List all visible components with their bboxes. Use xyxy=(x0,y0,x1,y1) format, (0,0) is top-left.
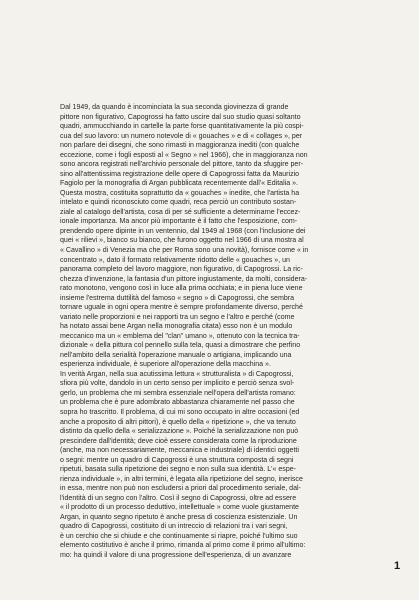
text-line: Dal 1949, da quando è incominciata la sua seconda giovinezza di grande xyxy=(60,104,289,111)
text-line: è un cerchio che si chiude e che continuamente si riapre, poiché l'ultimo suo xyxy=(60,532,298,540)
text-line: rienza individuale », in altri termini, è legata alla ripetizione del segno, inerisce xyxy=(60,475,303,483)
text-line: intelato e quindi riconosciuto come quadri, reca perciò un contributo sostan- xyxy=(60,199,297,207)
text-line: o segni: mentre un quadro di Capogrossi è una struttura composta di segni xyxy=(60,456,294,464)
text-line: Fagiolo per la monografia di Argan pubblicata recentemente dall'« Editalia ». xyxy=(60,180,298,188)
text-line: gerlo, un problema che mi sembra essenziale nell'opera dell'artista romano: xyxy=(60,389,296,397)
text-line: ziale al catalogo dell'artista, cosa di per sé sufficiente a determinarne l'eccez- xyxy=(60,208,301,216)
text-line: non parlare dei disegni, che sono rimasti in maggioranza inediti (con qualche xyxy=(60,142,300,150)
text-line: dizionale « della pittura col pennello sulla tela, quasi a dimostrare che perfino xyxy=(60,342,301,350)
text-line: panorama completo del lavoro maggiore, non figurativo, di Capogrossi. La ric- xyxy=(60,266,303,274)
text-line: sino all'attentissima registrazione delle opere di Capogrossi fatta da Maurizio xyxy=(60,170,300,178)
text-line: ripetuti, basata sulla ripetizione dei segno e non sulla sua identità. L'« espe- xyxy=(60,466,297,474)
text-line: sono ancora registrati nell'archivio personale del pittore, tanto da sfuggire per- xyxy=(60,161,304,169)
text-line: chezza d'invenzione, la fantasia d'un pittore ingiustamente, da molti, considera- xyxy=(60,275,308,283)
text-line: variato nelle proporzioni e nei rapporti tra un segno e l'altro e perché (come xyxy=(60,313,295,321)
text-line: quadri, ammucchiando in cartelle la parte forse quantitativamente la più cospi- xyxy=(60,123,304,131)
text-line: « Cavallino » di Venezia ma che per Roma sono una novità), fornisce come « in xyxy=(60,246,309,254)
text-line: (anche, ma non necessariamente, meccanica e industriale) di identici oggetti xyxy=(60,447,299,455)
text-line: rato monotono, vengono così in luce alla prima occhiata; e in piena luce viene xyxy=(60,285,303,293)
text-line: prendendo opere dipinte in un ventennio, dal 1949 al 1968 (con l'inclusione dei xyxy=(60,227,306,235)
text-line: in essa, mentre non può non escludersi a priori dal procedimento seriale, dal- xyxy=(60,485,301,493)
text-line: quadro di Capogrossi, costituito di un intreccio di relazioni tra i vari segni, xyxy=(60,523,288,531)
text-line: In verità Argan, nella sua acutissima lettura « strutturalista » di Capogrossi, xyxy=(60,370,294,378)
page-number: 1 xyxy=(394,560,401,572)
text-line: sfiora più volte, dandolo in un certo senso per implicito e perciò senza svol- xyxy=(60,380,295,388)
text-line: « il prodotto di un processo deduttivo, intellettuale » come vuole giustamente xyxy=(60,504,299,512)
text-line: pittore non figurativo, Capogrossi ha fatto uscire dal suo studio quasi soltanto xyxy=(60,113,301,121)
text-line: meccanico ma un « emblema del "clan" umano », ottenuto con la tecnica tra- xyxy=(60,332,300,340)
text-line: l'identità di un segno con l'altro. Così il segno di Capogrossi, oltre ad essere xyxy=(60,494,297,502)
text-line: esperienza individuale, è superiore all'operazione della macchina ». xyxy=(60,361,271,369)
text-line: elemento costitutivo è anche il primo, rimanda al primo come il primo all'ultimo: xyxy=(60,542,306,550)
text-line: sopra ho trascritto. Il problema, di cui mi sono occupato in altre occasioni (ed xyxy=(60,409,300,416)
text-line: prescindere dall'identità; deve cioè essere considerata come la riproduzione xyxy=(60,437,297,445)
text-line: cua del suo lavoro: un numero notevole di « gouaches » e di « collages », per xyxy=(60,132,303,140)
text-line: un problema che è pure adombrato abbastanza chiaramente nel passo che xyxy=(60,399,295,407)
essay-body-text xyxy=(60,103,370,561)
text-line: insieme l'estrema duttilità del famoso « segno » di Capogrossi, che sembra xyxy=(60,294,295,302)
text-line: eccezione, come i fogli esposti al « Segno » nel 1966), che in maggioranza non xyxy=(60,151,308,159)
text-line: tornare uguale in ogni opera mentre è sempre profondamente diverso, perché xyxy=(60,304,303,312)
text-line: ha notato assai bene Argan nella monografia citata) esso non è un modulo xyxy=(60,323,293,331)
text-line: anche a proposito di altri pittori), è quello della « ripetizione », che va tenuto xyxy=(60,418,296,426)
text-line: distinto da quello della « serializzazione ». Poiché la serializzazione non può xyxy=(60,428,299,436)
text-line: ionale importanza. Ma ancor più importante è il fatto che l'esposizione, com- xyxy=(60,218,298,226)
text-line: Argan, in quanto segno ripetuto è anche presa di coscienza esistenziale. Un xyxy=(60,513,298,521)
text-line: quei « rilievi », bianco su bianco, che furono oggetto nel 1966 di una mostra al xyxy=(60,237,304,245)
text-line: Questa mostra, costituita soprattutto da « gouaches » inedite, che l'artista ha xyxy=(60,189,300,197)
text-line: mo: ha quindi il valore di una progressione dell'esperienza, di un avanzare xyxy=(60,551,292,559)
text-line: concentrato », dato il formato relativamente ridotto delle « gouaches », un xyxy=(60,256,290,264)
text-line: nell'ambito della serialità l'operazione manuale o artigiana, implicando una xyxy=(60,351,292,359)
